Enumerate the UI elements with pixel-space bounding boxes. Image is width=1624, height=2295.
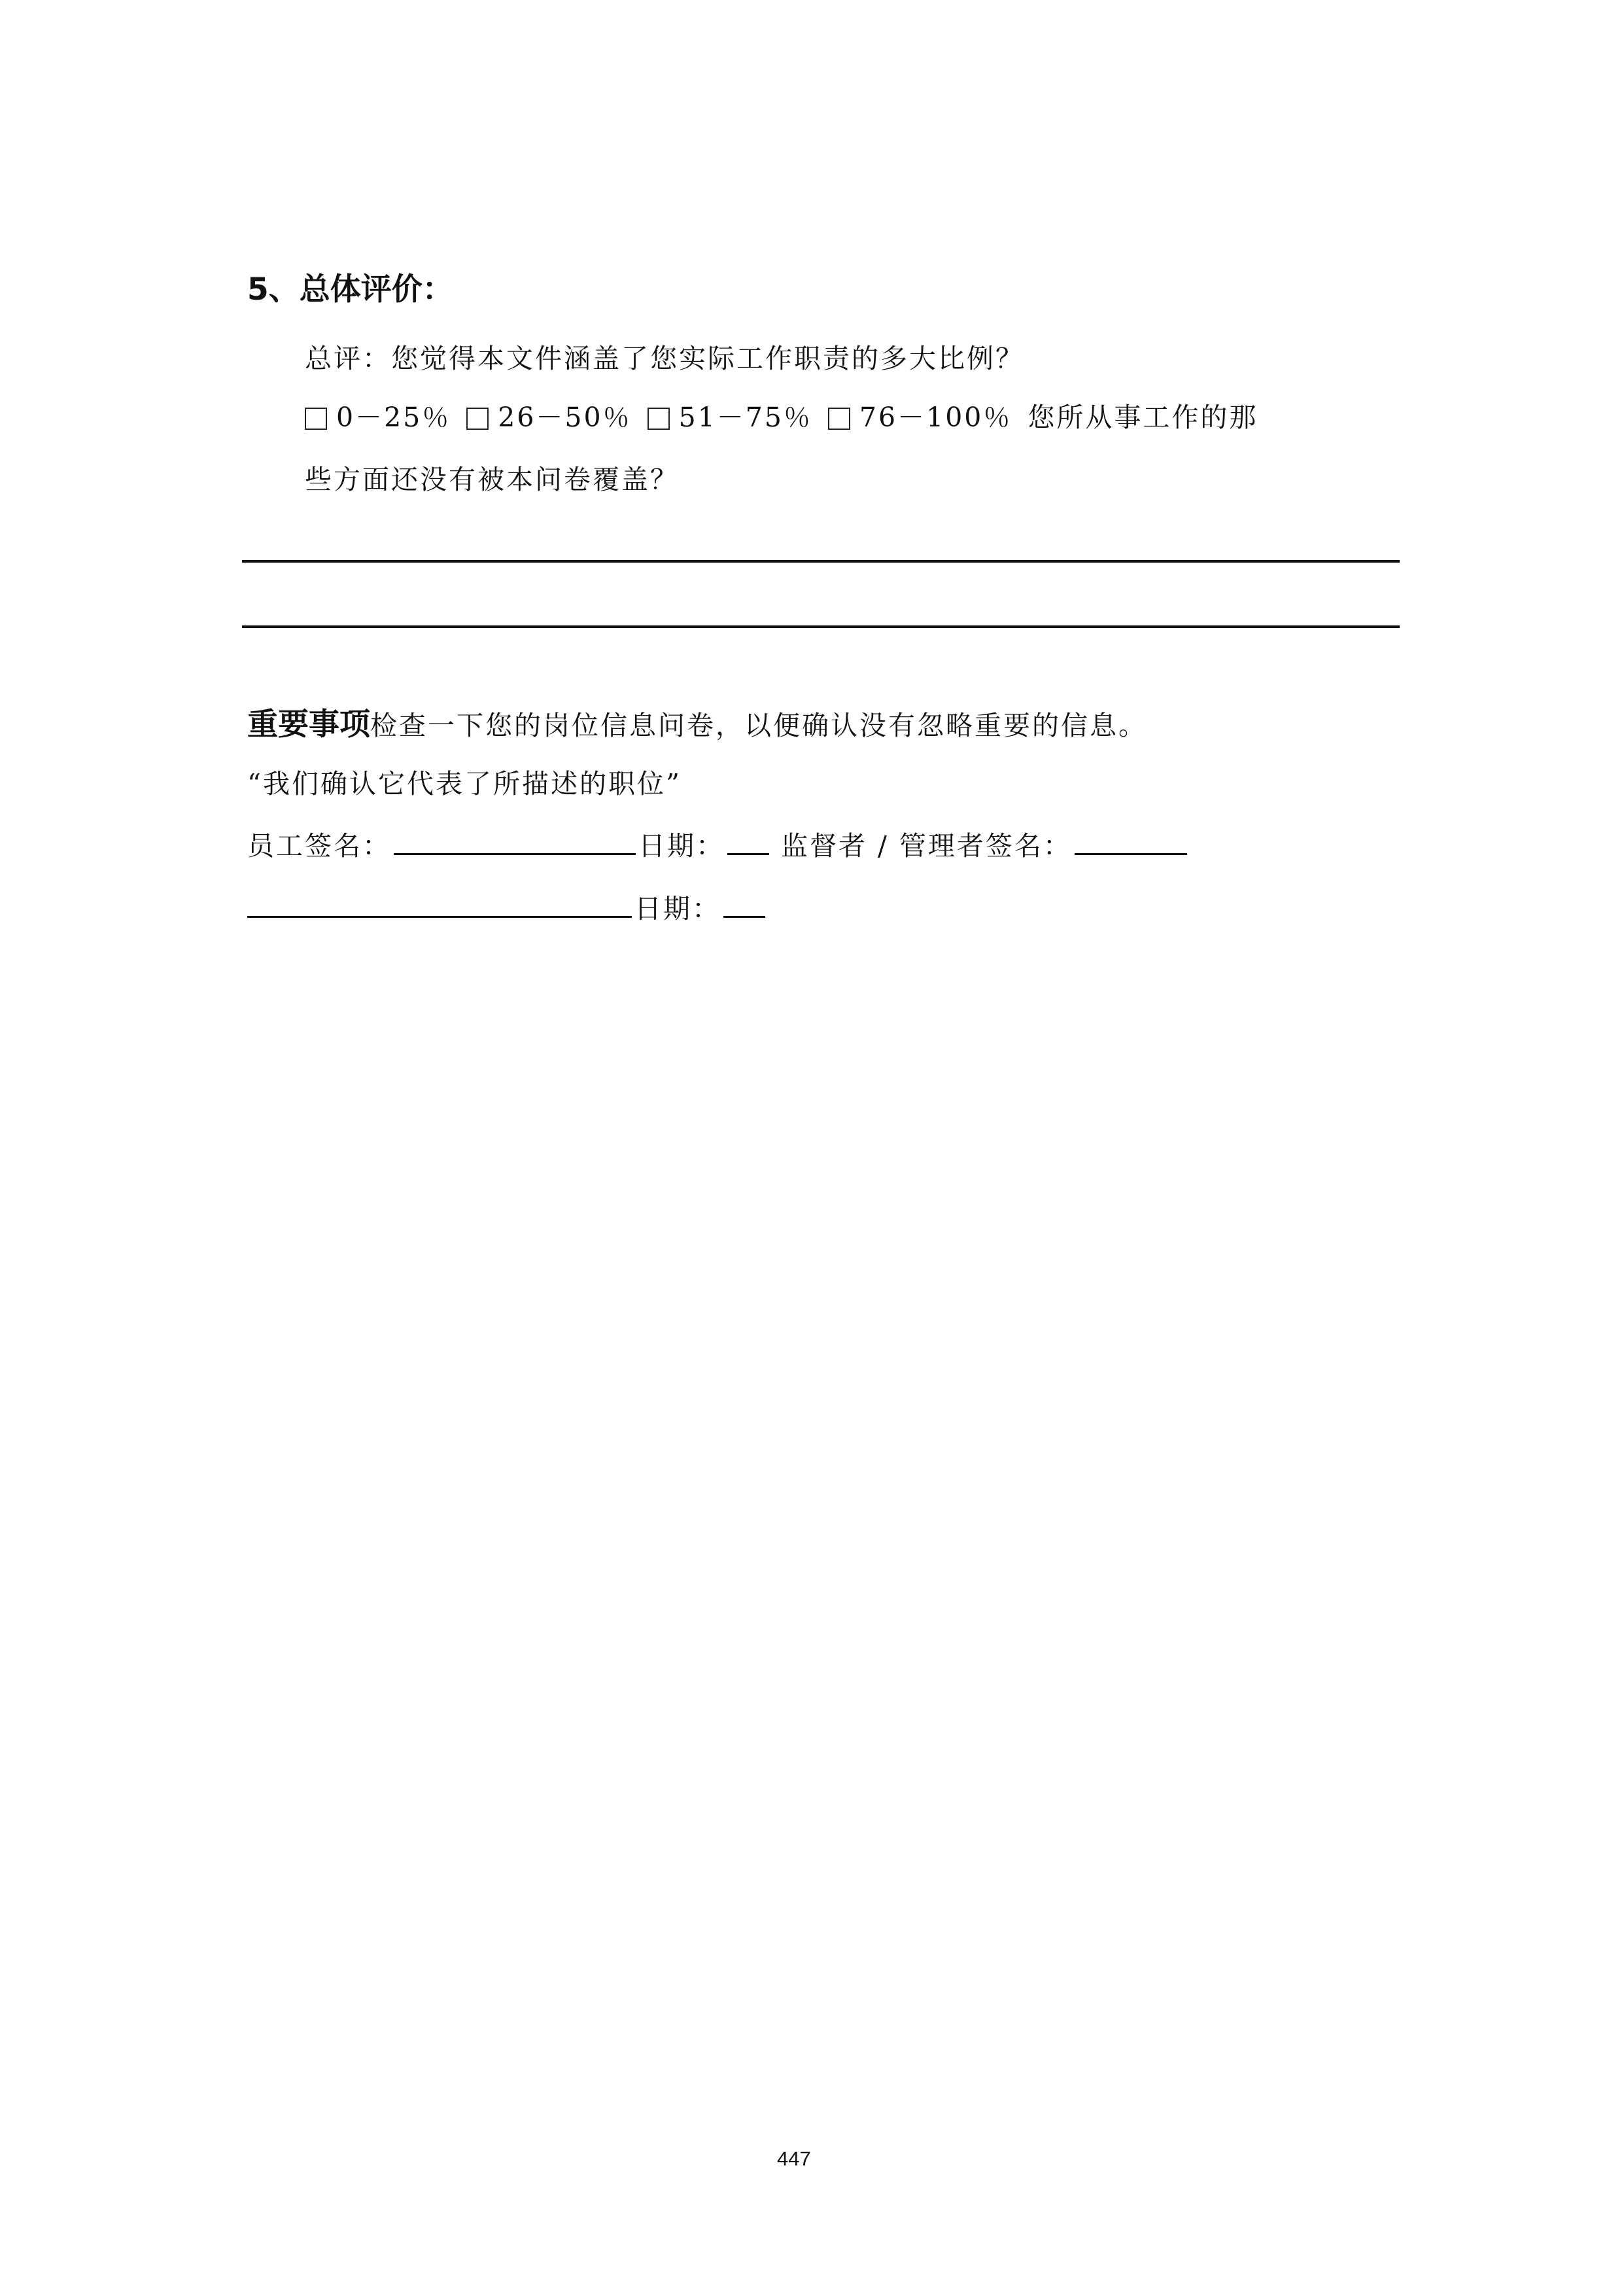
supervisor-signature-label: 监督者 / 管理者签名： (781, 830, 1072, 862)
coverage-options (305, 396, 1258, 434)
date-label-2: 日期： (634, 893, 721, 924)
supervisor-signature-field[interactable] (1075, 830, 1187, 855)
option-0-25[interactable] (305, 396, 451, 434)
supervisor-date-field[interactable] (723, 892, 765, 918)
page-number: 447 (777, 2147, 811, 2170)
answer-line-1[interactable] (242, 560, 1400, 563)
date-label: 日期： (638, 830, 725, 862)
signature-row-2 (247, 887, 768, 926)
question-uncovered-part2: 些方面还没有被本问卷覆盖？ (305, 464, 679, 495)
important-note (247, 700, 1147, 744)
employee-signature-label: 员工签名： (247, 830, 391, 862)
option-76-100[interactable] (828, 396, 1012, 434)
question-uncovered-part1: 您所从事工作的那 (1028, 402, 1258, 433)
option-label: 76－100％ (859, 402, 1012, 433)
checkbox-icon[interactable] (828, 408, 850, 430)
option-label: 0－25％ (336, 402, 451, 433)
answer-line-2[interactable] (242, 625, 1400, 628)
option-label: 26－50％ (498, 402, 632, 433)
checkbox-icon[interactable] (305, 408, 327, 430)
employee-signature-field[interactable] (394, 830, 636, 855)
confirmation-quote: “我们确认它代表了所描述的职位” (247, 768, 682, 799)
important-label: 重要事项 (247, 707, 370, 743)
supervisor-signature-field-cont[interactable] (247, 892, 632, 918)
checkbox-icon[interactable] (648, 408, 670, 430)
checkbox-icon[interactable] (466, 408, 489, 430)
important-text: 检查一下您的岗位信息问卷，以便确认没有忽略重要的信息。 (370, 710, 1147, 741)
question-coverage: 总评：您觉得本文件涵盖了您实际工作职责的多大比例？ (305, 343, 1024, 374)
employee-date-field[interactable] (727, 830, 769, 855)
option-26-50[interactable] (466, 396, 631, 434)
option-label: 51－75％ (678, 402, 812, 433)
section-heading: 5、总体评价： (247, 272, 453, 307)
option-51-75[interactable] (648, 396, 812, 434)
signature-row-1 (247, 824, 1190, 863)
